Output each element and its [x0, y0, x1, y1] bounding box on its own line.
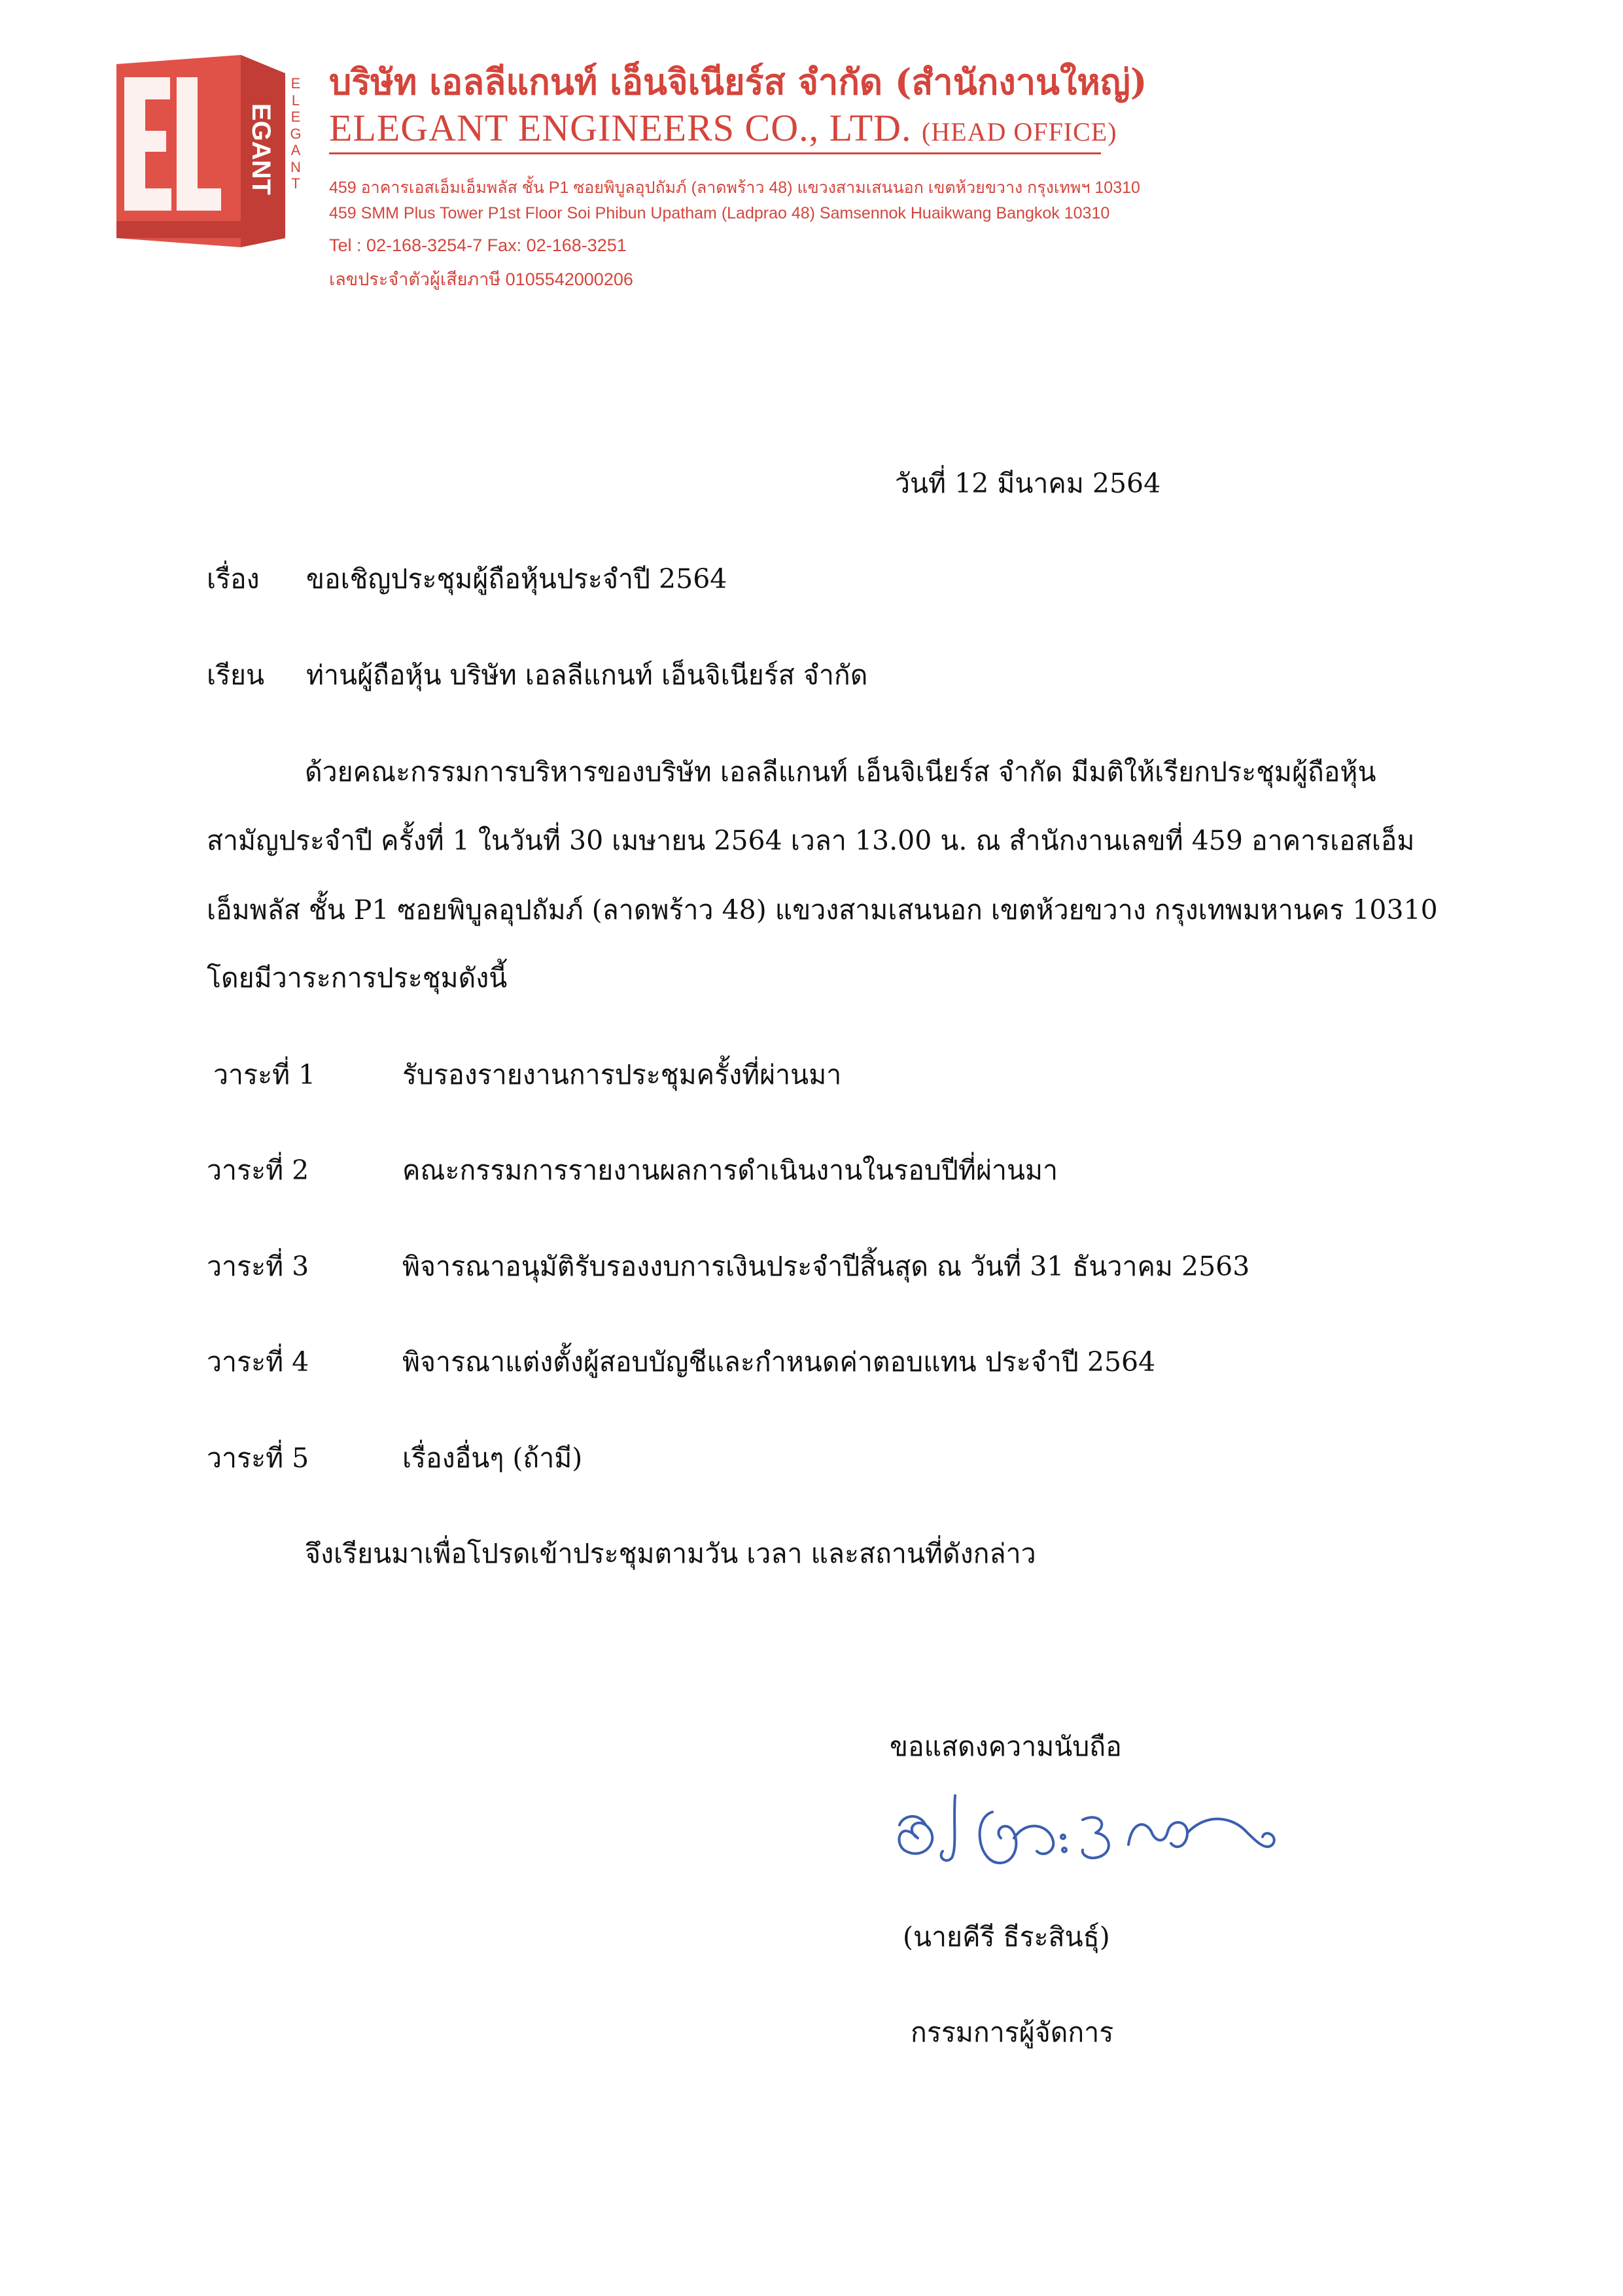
handwritten-signature: [880, 1760, 1390, 1897]
subject-text: ขอเชิญประชุมผู้ถือหุ้นประจำปี 2564: [306, 563, 727, 595]
vertical-engineers-text: E L E G A N T: [290, 75, 302, 192]
address-english: 459 SMM Plus Tower P1st Floor Soi Phibun Upatham (Ladprao 48) Samsennok Huaikwang Bangkok 10310: [329, 204, 1110, 222]
body-line-4: โดยมีวาระการประชุมดังนี้: [207, 962, 508, 994]
agenda-2-text: คณะกรรมการรายงานผลการดำเนินงานในรอบปีที่ผ่านมา: [402, 1155, 1058, 1186]
agenda-1-text: รับรองรายงานการประชุมครั้งที่ผ่านมา: [402, 1059, 842, 1090]
agenda-3-text: พิจารณาอนุมัติรับรองงบการเงินประจำปีสิ้นสุด ณ วันที่ 31 ธันวาคม 2563: [402, 1251, 1250, 1282]
company-name-english: [329, 106, 1117, 150]
agenda-2-label: วาระที่ 2: [207, 1155, 309, 1186]
agenda-5-text: เรื่องอื่นๆ (ถ้ามี): [402, 1442, 583, 1474]
recipient-text: ท่านผู้ถือหุ้น บริษัท เอลลีแกนท์ เอ็นจิเนียร์ส จำกัด: [306, 659, 868, 691]
body-line-3: เอ็มพลัส ชั้น P1 ซอยพิบูลอุปถัมภ์ (ลาดพร้าว 48) แขวงสามเสนนอก เขตห้วยขวาง กรุงเทพมหานคร 10310: [207, 894, 1438, 926]
letter-date: วันที่ 12 มีนาคม 2564: [895, 468, 1161, 499]
agenda-4-label: วาระที่ 4: [207, 1346, 309, 1378]
address-thai: 459 อาคารเอสเอ็มเอ็มพลัส ชั้น P1 ซอยพิบูลอุปถัมภ์ (ลาดพร้าว 48) แขวงสามเสนนอก เขตห้วยขวาง กรุงเทพฯ 10310: [329, 179, 1140, 197]
tax-id: เลขประจำตัวผู้เสียภาษี 0105542000206: [329, 270, 633, 289]
agenda-5-label: วาระที่ 5: [207, 1442, 309, 1474]
signer-title: กรรมการผู้จัดการ: [911, 2017, 1114, 2048]
company-name-thai: บริษัท เอลลีแกนท์ เอ็นจิเนียร์ส จำกัด (สำนักงานใหญ่): [329, 61, 1147, 103]
subject-label: เรื่อง: [207, 563, 260, 595]
agenda-4-text: พิจารณาแต่งตั้งผู้สอบบัญชีและกำหนดค่าตอบแทน ประจำปี 2564: [402, 1346, 1156, 1378]
recipient-label: เรียน: [207, 659, 265, 691]
body-line-1: ด้วยคณะกรรมการบริหารของบริษัท เอลลีแกนท์ เอ็นจิเนียร์ส จำกัด มีมติให้เรียกประชุมผู้ถือหุ้น: [305, 756, 1376, 788]
elegant-logo-icon: [110, 51, 300, 251]
body-line-2: สามัญประจำปี ครั้งที่ 1 ในวันที่ 30 เมษายน 2564 เวลา 13.00 น. ณ สำนักงานเลขที่ 459 อาคารเอสเอ็ม: [207, 825, 1415, 856]
signer-name: (นายคีรี ธีระสินธุ์): [903, 1921, 1110, 1953]
closing-line: จึงเรียนมาเพื่อโปรดเข้าประชุมตามวัน เวลา และสถานที่ดังกล่าว: [305, 1538, 1036, 1569]
header-rule: [329, 152, 1101, 154]
company-name-english-suffix: (HEAD OFFICE): [922, 117, 1117, 147]
svg-text:EGANT: EGANT: [247, 103, 275, 195]
complimentary-close: ขอแสดงความนับถือ: [890, 1731, 1122, 1762]
agenda-3-label: วาระที่ 3: [207, 1251, 309, 1282]
company-name-english-main: ELEGANT ENGINEERS CO., LTD.: [329, 107, 912, 149]
tel-fax: Tel : 02-168-3254-7 Fax: 02-168-3251: [329, 235, 627, 255]
agenda-1-label: วาระที่ 1: [213, 1059, 316, 1090]
company-logo: [110, 51, 300, 251]
signature-icon: [880, 1760, 1390, 1897]
